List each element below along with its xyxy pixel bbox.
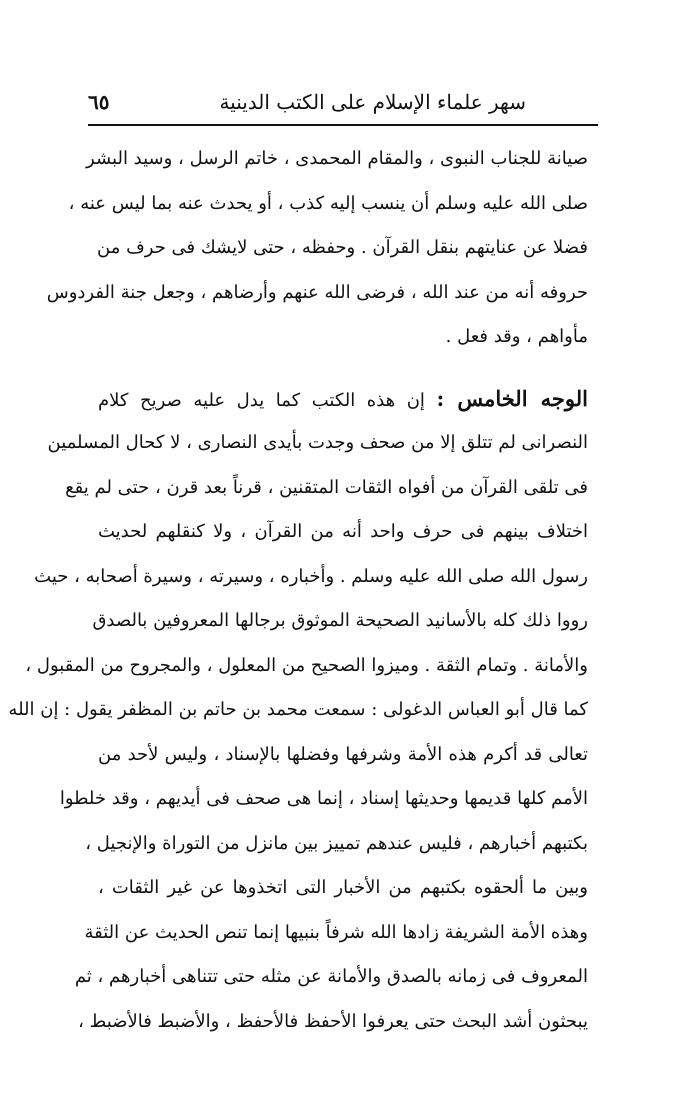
header-rule bbox=[88, 124, 598, 126]
text-line: يبحثون أشد البحث حتى يعرفوا الأحفظ فالأحفظ ، والأضبط فالأضبط ، bbox=[78, 1010, 588, 1032]
body-text bbox=[8, 137, 588, 1044]
text-line: صلى الله عليه وسلم أن ينسب إليه كذب ، أو يحدث عنه بما ليس عنه ، bbox=[68, 192, 588, 214]
text-line: تعالى قد أكرم هذه الأمة وشرفها وفضلها بالإسناد ، وليس لأحد من bbox=[98, 743, 588, 765]
paragraph-1 bbox=[46, 137, 588, 360]
text-line: وهذه الأمة الشريفة زادها الله شرفاً بنبيها إنما تنص الحديث عن الثقة bbox=[84, 921, 588, 943]
text-line: الأمم كلها قديمها وحديثها إسناد ، إنما هى صحف فى أيديهم ، وقد خلطوا bbox=[59, 788, 588, 809]
page-header bbox=[88, 84, 598, 120]
text-line: النصرانى لم تتلق إلا من صحف وجدت بأيدى النصارى ، لا كحال المسلمين bbox=[47, 432, 588, 453]
text-line: بكتبهم أخبارهم ، فليس عندهم تمييز بين مانزل من التوراة والإنجيل ، bbox=[85, 832, 588, 854]
text-line: فضلا عن عنايتهم بنقل القرآن . وحفظه ، حتى لايشك فى حرف من bbox=[97, 237, 588, 258]
text-line: فى تلقى القرآن من أفواه الثقات المتقنين ، قرناً بعد قرن ، حتى لم يقع bbox=[65, 476, 588, 498]
text-line: المعروف فى زمانه بالصدق والأمانة عن مثله حتى تتناهى أخبارهم ، ثم bbox=[74, 966, 588, 987]
text-line: مأواهم ، وقد فعل . bbox=[445, 326, 588, 347]
text-line: حروفه أنه من عند الله ، فرضى الله عنهم وأرضاهم ، وجعل جنة الفردوس bbox=[46, 281, 588, 303]
text-line: رسول الله صلى الله عليه وسلم . وأخباره ، وسيرته ، وسيرة أصحابه ، حيث bbox=[34, 565, 588, 587]
heading-line-text: إن هذه الكتب كما يدل عليه صريح كلام bbox=[98, 389, 425, 411]
text-line: رووا ذلك كله بالأسانيد الصحيحة الموثوق برجالها المعروفين بالصدق bbox=[92, 610, 588, 631]
text-line: والأمانة . وتمام الثقة . وميزوا الصحيح من المعلول ، والمجروح من المقبول ، bbox=[25, 654, 588, 676]
page-number: ٦٥ bbox=[88, 90, 110, 114]
text-line bbox=[98, 377, 588, 422]
paragraph-2 bbox=[8, 377, 588, 1045]
running-title: سهر علماء الإسلام على الكتب الدينية bbox=[219, 90, 526, 114]
text-line: وبين ما ألحقوه بكتبهم من الأخبار التى اتخذوها عن غير الثقات ، bbox=[98, 877, 588, 898]
text-line: اختلاف بينهم فى حرف واحد أنه من القرآن ، ولا كنقلهم لحديث bbox=[98, 521, 588, 542]
text-line: كما قال أبو العباس الدغولى : سمعت محمد بن حاتم بن المظفر يقول : إن الله bbox=[8, 699, 588, 720]
text-line: صيانة للجناب النبوى ، والمقام المحمدى ، خاتم الرسل ، وسيد البشر bbox=[86, 148, 588, 169]
section-heading: الوجه الخامس : bbox=[436, 385, 588, 411]
